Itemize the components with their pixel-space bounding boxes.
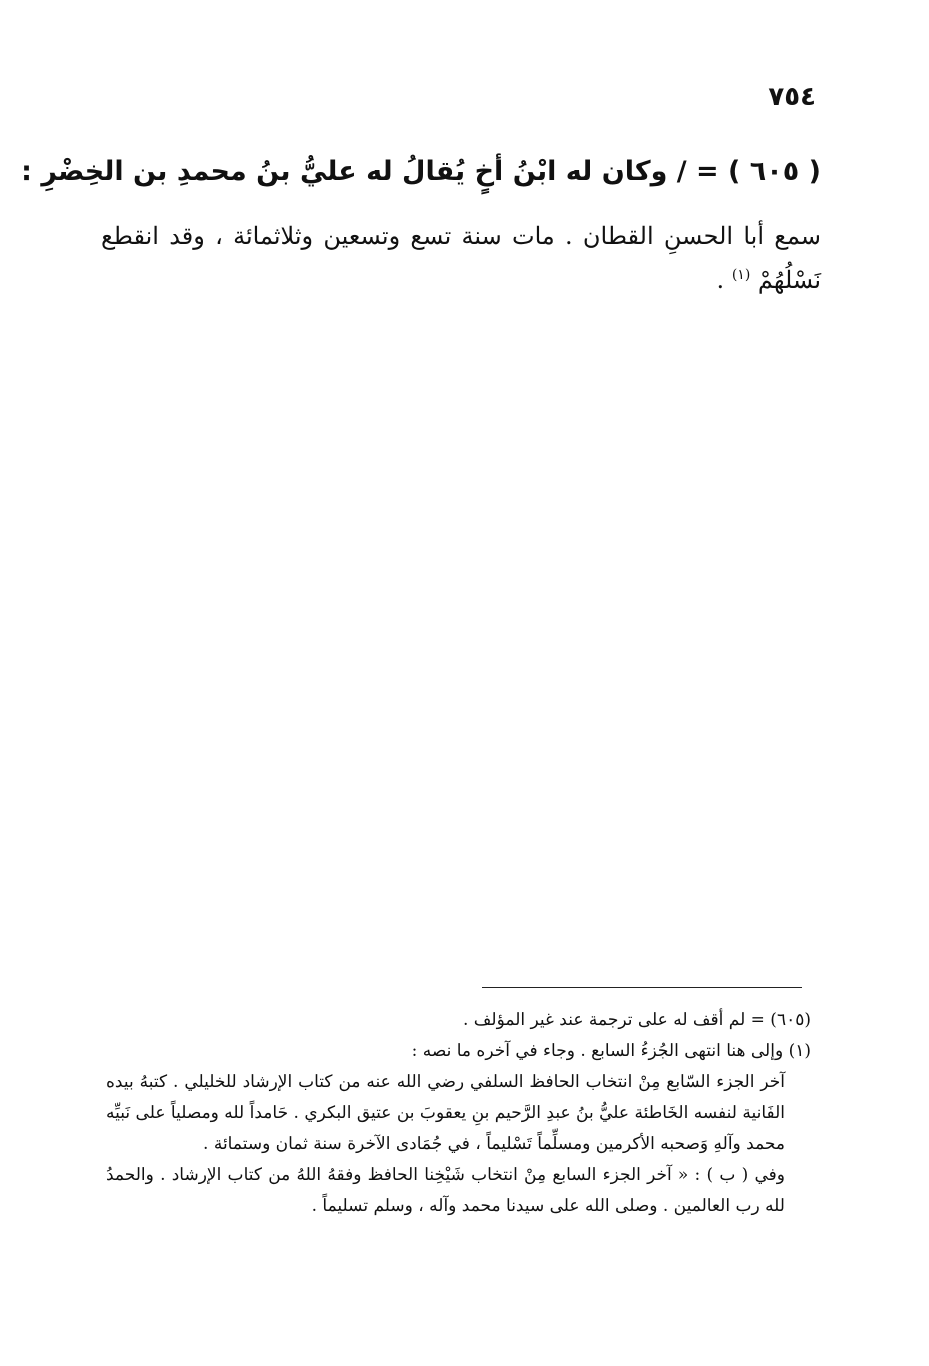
- entry-heading: ( ٦٠٥ ) = / وكان له ابْنُ أخٍ يُقالُ له عليُّ بنُ محمدِ بن الخِضْرِ :: [21, 156, 821, 187]
- footnotes: [106, 1005, 811, 1222]
- footnote-605: (٦٠٥) = لم أقف له على ترجمة عند غير المؤلف .: [463, 1010, 811, 1030]
- entry-body-text: سمع أبا الحسنِ القطان . مات سنة تسع وتسعين وثلاثمائة ، وقد انقطع نَسْلُهُمْ: [101, 222, 821, 294]
- footnote-reference: (١): [731, 267, 751, 283]
- page-number: ٧٥٤: [768, 82, 816, 112]
- footnote-1-variant: وفي ( ب ) : « آخر الجزء السابع مِنْ انتخاب شَيْخِنا الحافظ وفقهُ اللهُ من كتاب الإرشاد . والحمدُ لله رب العالمين . وصلى الله على سيدنا محمد وآله ، وسلم تسليماً .: [106, 1165, 785, 1216]
- footnote-divider: [482, 987, 802, 988]
- entry-body-end: .: [716, 266, 732, 294]
- footnote-1-quote: آخر الجزء السّابع مِنْ انتخاب الحافظ السلفي رضي الله عنه من كتاب الإرشاد للخليلي . كتبهُ بيده الفَانية لنفسه الخَاطئة عليُّ بنُ عبدِ الرَّحيم بنِ يعقوبَ بن عتيق البكري . حَامداً لله ومصلياً على نَبيِّه محمد وآلهِ وَصحبه الأكرمين ومسلِّماً تَسْليماً ، في جُمَادى الآخرة سنة ثمان وستمائة .: [106, 1072, 785, 1154]
- footnote-1-intro: (١) وإلى هنا انتهى الجُزءُ السابع . وجاء في آخره ما نصه :: [411, 1041, 811, 1061]
- entry-body: [101, 214, 821, 302]
